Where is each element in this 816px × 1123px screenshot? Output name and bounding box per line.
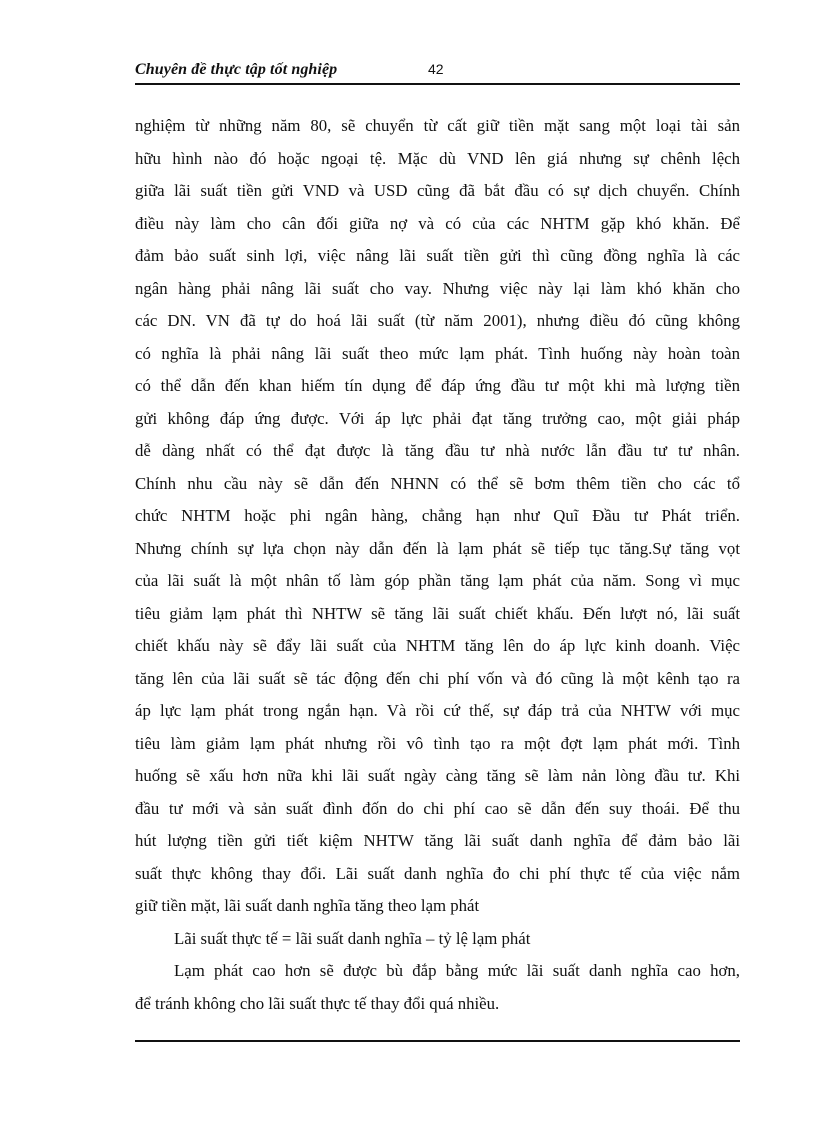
text-line: Chính nhu cầu này sẽ dẫn đến NHNN có thể sẽ bơm thêm tiền cho các tổ: [135, 473, 740, 493]
text-line: gửi không đáp ứng được. Với áp lực phải đạt tăng trưởng cao, một giải pháp: [135, 408, 740, 428]
page-number: 42: [428, 61, 444, 77]
body-text: [135, 110, 740, 1020]
text-line: của lãi suất là một nhân tố làm góp phần tăng lạm phát của năm. Song vì mục: [135, 571, 740, 590]
text-line: giữ tiền mặt, lãi suất danh nghĩa tăng theo lạm phát: [135, 896, 480, 915]
text-line: hữu hình nào đó hoặc ngoại tệ. Mặc dù VND lên giá nhưng sự chênh lệch: [135, 148, 740, 168]
text-line: tiêu làm giảm lạm phát nhưng rồi vô tình tạo ra một đợt lạm phát mới. Tình: [135, 733, 740, 753]
page-header: [135, 58, 740, 84]
text-line: có thể dẫn đến khan hiếm tín dụng để đáp ứng đầu tư một khi mà lượng tiền: [135, 376, 740, 395]
text-line: các DN. VN đã tự do hoá lãi suất (từ năm 2001), nhưng điều đó cũng không: [135, 311, 740, 330]
text-line: để tránh không cho lãi suất thực tế thay đổi quá nhiều.: [135, 993, 500, 1013]
text-line: giữa lãi suất tiền gửi VND và USD cũng đã bắt đầu có sự dịch chuyển. Chính: [135, 181, 740, 200]
text-line: đầu tư mới và sản suất đình đốn do chi phí cao sẽ dẫn đến suy thoái. Để thu: [135, 798, 740, 818]
text-line: suất thực không thay đổi. Lãi suất danh nghĩa đo chi phí thực tế của việc nắm: [135, 863, 740, 883]
text-line: huống sẽ xấu hơn nữa khi lãi suất ngày càng tăng sẽ làm nản lòng đầu tư. Khi: [135, 766, 740, 785]
text-line: tăng lên của lãi suất sẽ tác động đến chi phí vốn và đó cũng là một kênh tạo ra: [135, 668, 740, 688]
text-line: ngân hàng phải nâng lãi suất cho vay. Nhưng việc này lại làm khó khăn cho: [135, 278, 740, 298]
text-line: nghiệm từ những năm 80, sẽ chuyển từ cất giữ tiền mặt sang một loại tài sản: [135, 116, 740, 135]
document-title: Chuyên đề thực tập tốt nghiệp: [135, 61, 338, 78]
text-line: dễ dàng nhất có thể đạt được là tăng đầu tư nhà nước lẫn đầu tư tư nhân.: [135, 441, 740, 460]
text-line: đảm bảo suất sinh lợi, việc nâng lãi suất tiền gửi thì cũng đồng nghĩa là các: [135, 246, 740, 265]
text-line: áp lực lạm phát trong ngắn hạn. Và rồi cứ thế, sự đáp trả của NHTW với mục: [135, 701, 740, 720]
text-line: chức NHTM hoặc phi ngân hàng, chẳng hạn như Quĩ Đầu tư Phát triển.: [135, 506, 740, 525]
text-line: Nhưng chính sự lựa chọn này dẫn đến là lạm phát sẽ tiếp tục tăng.Sự tăng vọt: [135, 538, 740, 558]
header-divider: [135, 83, 740, 85]
formula-line: Lãi suất thực tế = lãi suất danh nghĩa – tỷ lệ lạm phát: [174, 928, 531, 948]
text-line: tiêu giảm lạm phát thì NHTW sẽ tăng lãi suất chiết khấu. Đến lượt nó, lãi suất: [135, 603, 740, 623]
text-line: hút lượng tiền gửi tiết kiệm NHTW tăng lãi suất danh nghĩa để đảm bảo lãi: [135, 831, 740, 850]
text-line: có nghĩa là phải nâng lãi suất theo mức lạm phát. Tình huống này hoàn toàn: [135, 343, 740, 363]
footer-divider: [135, 1040, 740, 1042]
text-line: điều này làm cho cân đối giữa nợ và có của các NHTM gặp khó khăn. Để: [135, 213, 740, 233]
text-line: Lạm phát cao hơn sẽ được bù đắp bằng mức lãi suất danh nghĩa cao hơn,: [174, 961, 740, 980]
text-line: chiết khấu này sẽ đẩy lãi suất của NHTM tăng lên do áp lực kinh doanh. Việc: [135, 636, 740, 655]
